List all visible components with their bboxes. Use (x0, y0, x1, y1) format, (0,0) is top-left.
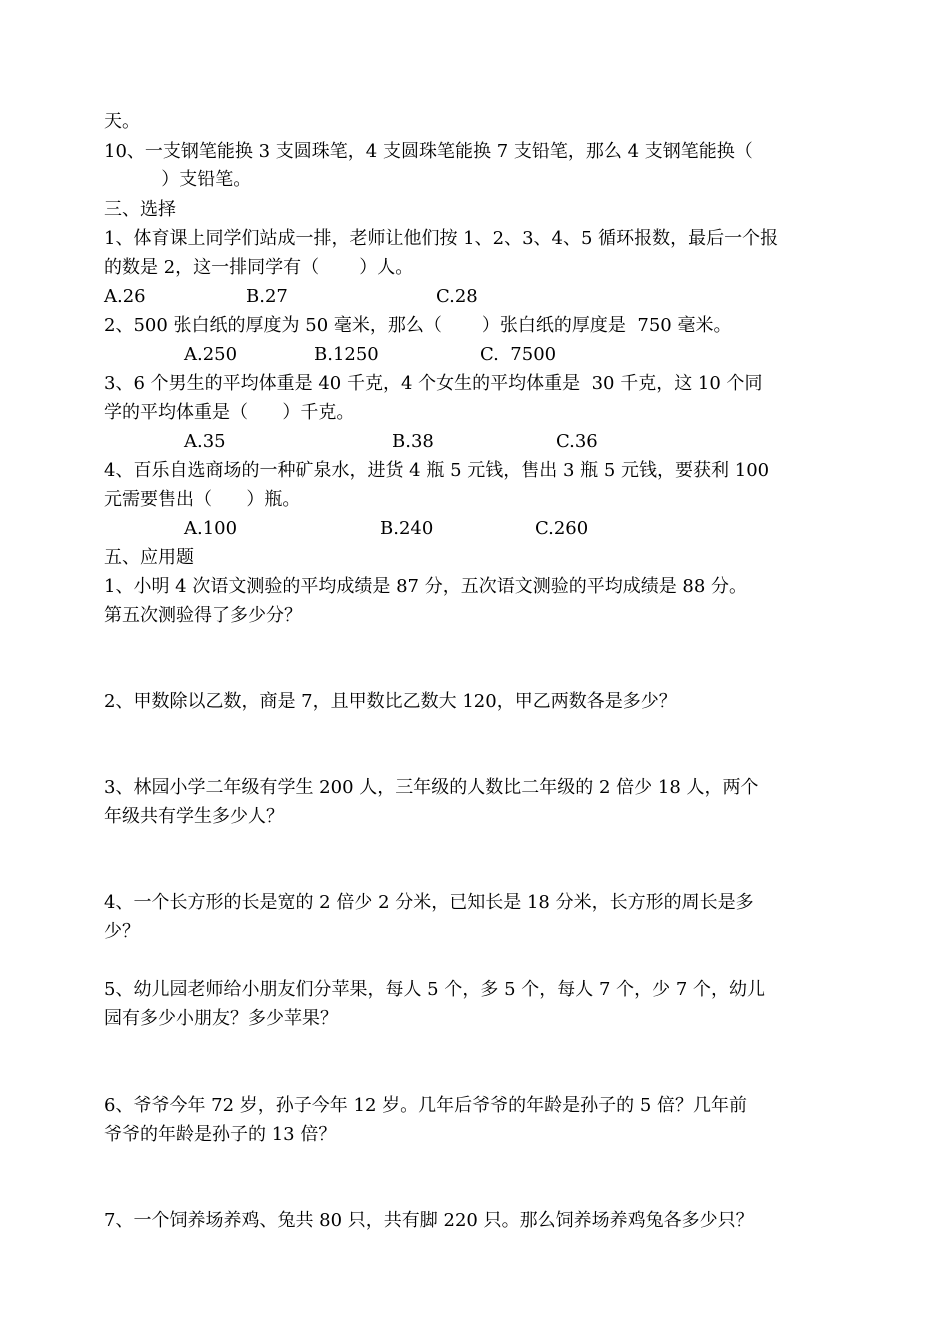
choice-1-option-c: C.28 (436, 286, 478, 307)
choice-3-option-a: A.35 (184, 431, 226, 452)
problem-1-line-1: 1、小明 4 次语文测验的平均成绩是 87 分，五次语文测验的平均成绩是 88 分。 (104, 576, 748, 597)
choice-4-option-a: A.100 (184, 518, 238, 539)
choice-2-option-b: B.1250 (314, 344, 379, 365)
choice-2-option-c: C. 7500 (480, 344, 557, 365)
problem-6-line-1: 6、爷爷今年 72 岁，孙子今年 12 岁。几年后爷爷的年龄是孙子的 5 倍？几年前 (104, 1095, 748, 1116)
choice-1-option-b: B.27 (246, 286, 288, 307)
problem-5-line-1: 5、幼儿园老师给小朋友们分苹果，每人 5 个，多 5 个，每人 7 个，少 7 个，幼儿 (104, 979, 766, 1000)
section-heading-applications: 五、应用题 (104, 547, 194, 568)
choice-2-option-a: A.250 (184, 344, 238, 365)
text-line-continuation: 天。 (104, 111, 140, 132)
problem-5-line-2: 园有多少小朋友？多少苹果？ (104, 1008, 338, 1029)
problem-1-line-2: 第五次测验得了多少分？ (104, 605, 302, 626)
choice-1-line-2: 的数是 2，这一排同学有（ ）人。 (104, 257, 414, 278)
problem-6-line-2: 爷爷的年龄是孙子的 13 倍？ (104, 1124, 337, 1145)
choice-4-option-b: B.240 (380, 518, 434, 539)
problem-7-line-1: 7、一个饲养场养鸡、兔共 80 只，共有脚 220 只。那么饲养场养鸡兔各多少只？ (104, 1210, 754, 1231)
problem-4-line-1: 4、一个长方形的长是宽的 2 倍少 2 分米，已知长是 18 分米，长方形的周长是多 (104, 892, 754, 913)
choice-4-option-c: C.260 (535, 518, 589, 539)
problem-2-line-1: 2、甲数除以乙数，商是 7，且甲数比乙数大 120，甲乙两数各是多少？ (104, 691, 677, 712)
section-heading-choice: 三、选择 (104, 199, 176, 220)
choice-3-line-1: 3、6 个男生的平均体重是 40 千克，4 个女生的平均体重是 30 千克，这 10 个同 (104, 373, 763, 394)
choice-4-line-2: 元需要售出（ ）瓶。 (104, 489, 301, 510)
choice-2-line-1: 2、500 张白纸的厚度为 50 毫米，那么（ ）张白纸的厚度是 750 毫米。 (104, 315, 732, 336)
choice-1-line-1: 1、体育课上同学们站成一排，老师让他们按 1、2、3、4、5 循环报数，最后一个报 (104, 228, 779, 249)
choice-4-line-1: 4、百乐自选商场的一种矿泉水，进货 4 瓶 5 元钱，售出 3 瓶 5 元钱，要获利 100 (104, 460, 770, 481)
question-10-line-2: ）支铅笔。 (104, 169, 252, 190)
choice-3-option-b: B.38 (392, 431, 434, 452)
problem-3-line-1: 3、林园小学二年级有学生 200 人，三年级的人数比二年级的 2 倍少 18 人，两个 (104, 777, 759, 798)
problem-4-line-2: 少？ (104, 921, 140, 942)
choice-3-line-2: 学的平均体重是（ ）千克。 (104, 402, 355, 423)
question-10-line-1: 10、一支钢笔能换 3 支圆珠笔，4 支圆珠笔能换 7 支铅笔，那么 4 支钢笔能换（ (104, 141, 753, 162)
problem-3-line-2: 年级共有学生多少人？ (104, 806, 284, 827)
choice-3-option-c: C.36 (556, 431, 598, 452)
choice-1-option-a: A.26 (104, 286, 146, 307)
